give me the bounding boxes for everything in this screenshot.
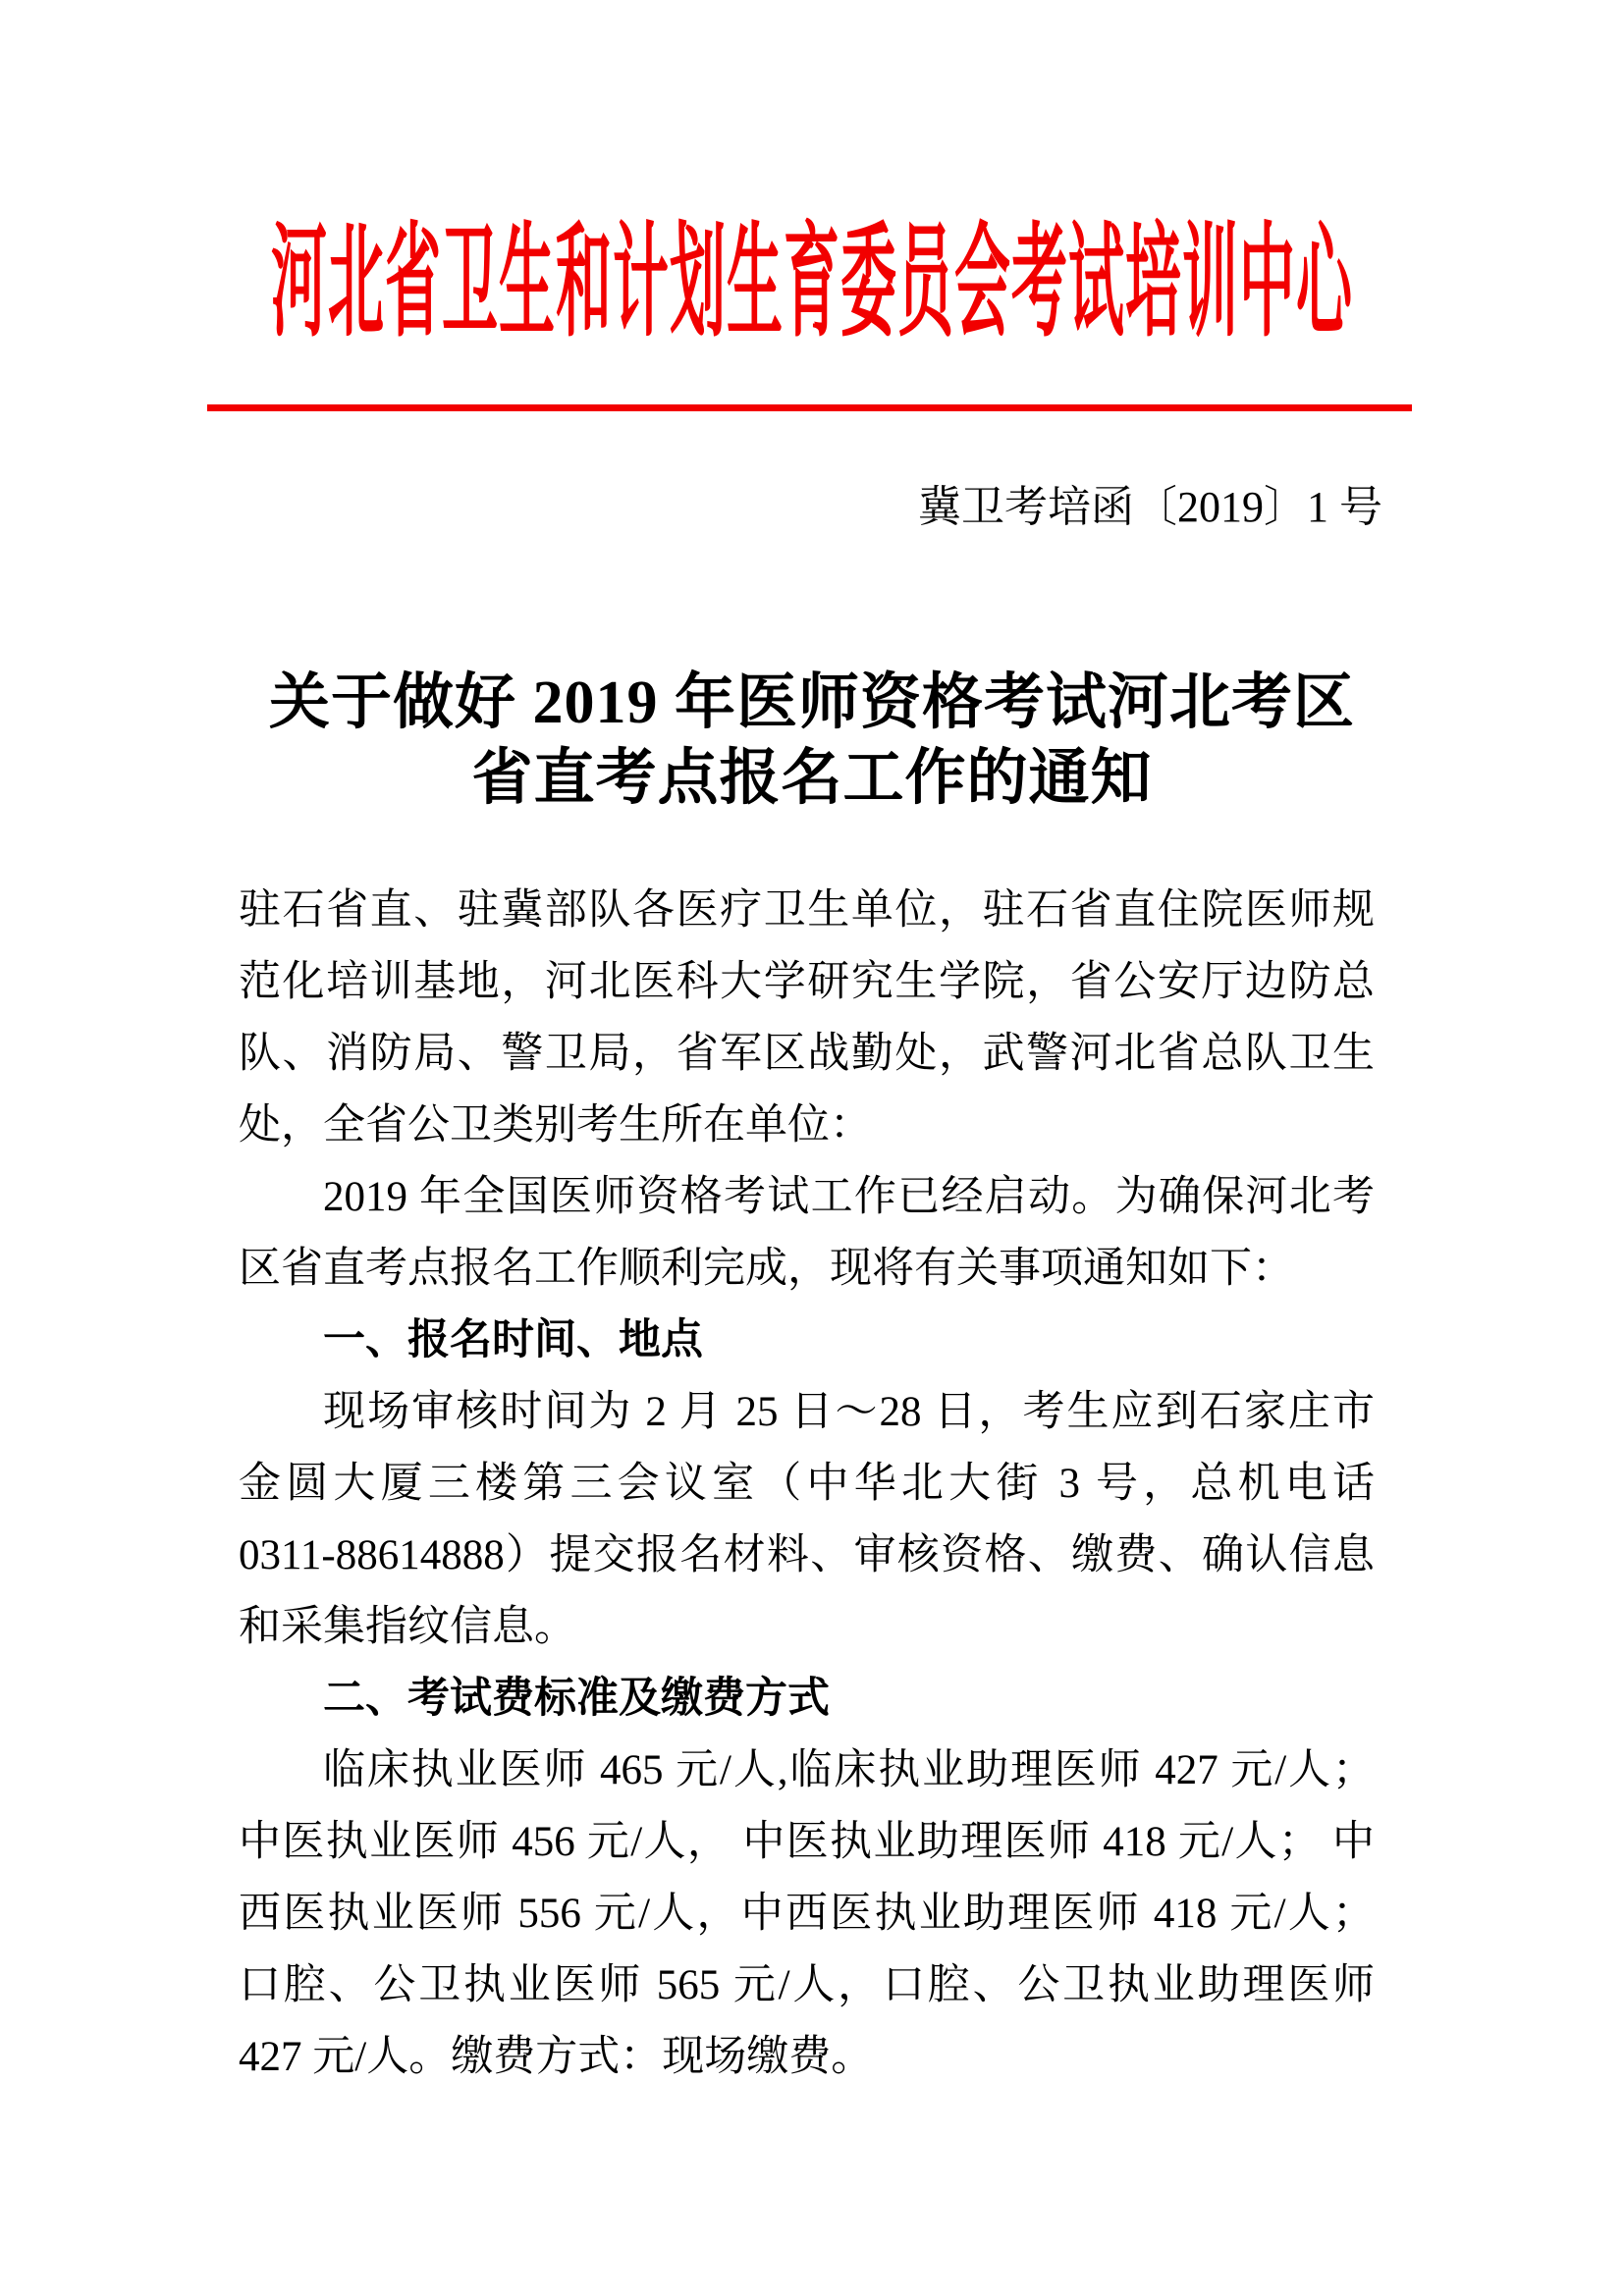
body-line: 和采集指纹信息。 <box>239 1604 576 1650</box>
letterhead-org-name: 河北省卫生和计划生育委员会考试培训中心 <box>271 216 1353 352</box>
body-line: 驻石省直、驻冀部队各医疗卫生单位，驻石省直住院医师规 <box>239 887 1375 934</box>
body-line: 一、报名时间、地点 <box>323 1317 703 1363</box>
body-line: 金圆大厦三楼第三会议室（中华北大街 3 号，总机电话 <box>239 1461 1375 1507</box>
document-title-line-1: 关于做好 2019 年医师资格考试河北考区 <box>268 669 1355 736</box>
body-line: 427 元/人。缴费方式：现场缴费。 <box>239 2034 874 2080</box>
document-title <box>0 666 1624 817</box>
document-body <box>239 875 1375 2093</box>
body-line: 0311-88614888）提交报名材料、审核资格、缴费、确认信息 <box>239 1532 1375 1578</box>
body-line: 2019 年全国医师资格考试工作已经启动。为确保河北考 <box>323 1174 1375 1220</box>
body-line: 现场审核时间为 2 月 25 日～28 日，考生应到石家庄市 <box>323 1389 1375 1435</box>
body-line: 临床执业医师 465 元/人,临床执业助理医师 427 元/人； <box>323 1747 1375 1793</box>
body-line: 处，全省公卫类别考生所在单位： <box>239 1102 872 1148</box>
body-line: 口腔、公卫执业医师 565 元/人，口腔、公卫执业助理医师 <box>239 1962 1375 2008</box>
body-line: 区省直考点报名工作顺利完成，现将有关事项通知如下： <box>239 1246 1294 1292</box>
body-line: 西医执业医师 556 元/人，中西医执业助理医师 418 元/人； <box>239 1891 1375 1937</box>
letterhead-divider-rule <box>207 404 1412 411</box>
body-line: 二、考试费标准及缴费方式 <box>323 1676 830 1722</box>
body-line: 范化培训基地，河北医科大学研究生学院，省公安厅边防总 <box>239 959 1375 1005</box>
document-title-line-2: 省直考点报名工作的通知 <box>471 745 1153 812</box>
body-line: 队、消防局、警卫局，省军区战勤处，武警河北省总队卫生 <box>239 1031 1375 1077</box>
document-reference-number: 冀卫考培函〔2019〕1 号 <box>918 483 1382 531</box>
body-line: 中医执业医师 456 元/人， 中医执业助理医师 418 元/人； 中 <box>239 1819 1375 1865</box>
